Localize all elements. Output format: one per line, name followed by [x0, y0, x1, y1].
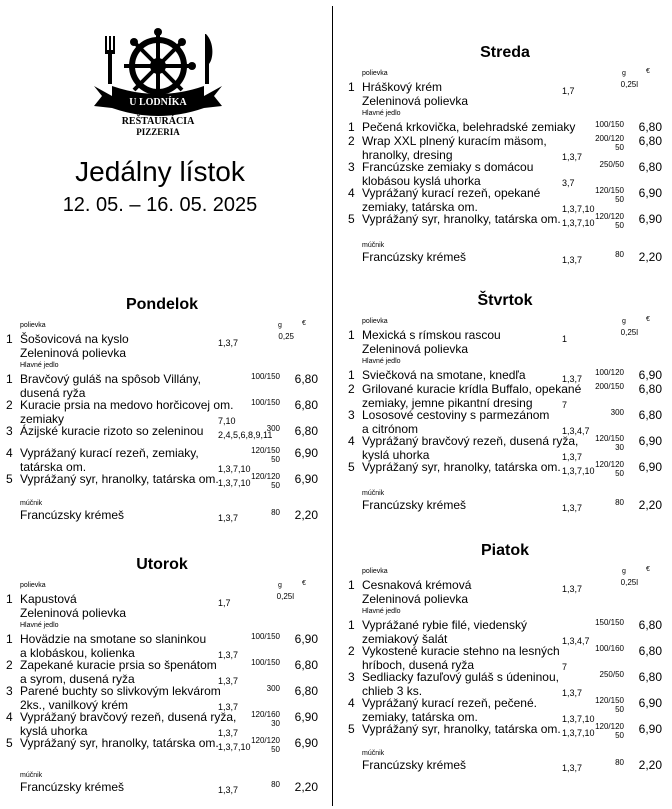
item-allergens: 1,3,7: [218, 785, 239, 795]
soup-item: [348, 328, 662, 358]
main-item: [6, 710, 318, 736]
item-name: Francúzsky krémeš: [20, 508, 125, 522]
item-number: 1: [348, 328, 355, 342]
item-name: Wrap XXL plnený kuracím mäsom,: [362, 134, 547, 148]
item-name: Šošovicová na kyslo: [20, 332, 129, 346]
item-allergens: 1,3,7: [218, 702, 239, 712]
day-name: Utorok: [136, 556, 188, 573]
fork-icon: [105, 36, 115, 84]
header-grams: g: [278, 582, 282, 589]
item-price: 6,90: [638, 212, 662, 226]
item-name: zemiaky, tatárska om.: [362, 710, 478, 724]
item-name: Ázijské kuracie rizoto so zeleninou: [20, 424, 204, 438]
item-allergens: 1,3,7,10: [562, 218, 595, 228]
item-number: 4: [348, 434, 355, 448]
item-weight: 0,25l: [620, 328, 638, 337]
knife-icon: [205, 34, 212, 84]
item-price: 6,80: [294, 424, 318, 438]
item-price: 6,90: [638, 722, 662, 736]
item-name: Vyprážaný syr, hranolky, tatárska om.: [362, 212, 561, 226]
item-number: 3: [6, 684, 13, 698]
item-name: Vyprážaný kurací rezeň, pečené.: [362, 696, 537, 710]
item-allergens: 1,3,7: [218, 650, 239, 660]
section-label-main: Hlavné jedlo: [362, 110, 401, 117]
restaurant-logo: [88, 28, 228, 138]
main-item: [348, 408, 662, 434]
item-price: 2,20: [638, 250, 662, 264]
item-number: 1: [348, 80, 355, 94]
logo-name: U LODNÍKA: [129, 97, 187, 108]
item-price: 6,90: [638, 186, 662, 200]
section-label-soup: polievka: [20, 322, 46, 329]
soup-item: [6, 592, 318, 622]
main-item: [6, 472, 318, 498]
dessert-item: [348, 498, 662, 514]
item-name: Grilované kuracie krídla Buffalo, opekané: [362, 382, 582, 396]
item-weight: 80: [271, 780, 280, 789]
main-item: [6, 446, 318, 472]
item-weight: 0,25l: [276, 592, 294, 601]
section-label-soup: polievka: [362, 318, 388, 325]
item-allergens: 1,3,7,10: [218, 742, 251, 752]
main-item: [348, 618, 662, 644]
main-item: [348, 186, 662, 212]
item-weight: 120/150 50: [595, 186, 624, 204]
item-allergens: 1: [562, 334, 568, 344]
item-weight: 100/160: [595, 644, 624, 653]
item-allergens: 1,3,7,10: [218, 478, 251, 488]
item-weight: 200/120 50: [595, 134, 624, 152]
main-item: [348, 696, 662, 722]
item-number: 1: [6, 332, 13, 346]
item-allergens: 7: [562, 662, 568, 672]
item-number: 2: [6, 658, 13, 672]
item-weight: 100/150: [251, 658, 280, 667]
item-number: 4: [6, 446, 13, 460]
item-name: Sviečková na smotane, knedľa: [362, 368, 526, 382]
item-name: Francúzsky krémeš: [362, 250, 467, 264]
item-price: 6,80: [294, 684, 318, 698]
item-price: 6,90: [638, 460, 662, 474]
item-number: 3: [6, 424, 13, 438]
dessert-item: [6, 508, 318, 524]
item-name: Zeleninová polievka: [362, 592, 469, 606]
item-weight: 120/120 50: [251, 472, 280, 490]
section-label-dessert: múčnik: [362, 242, 385, 249]
header-euro: €: [646, 566, 650, 573]
item-name: Sedliacky fazuľový guláš s údeninou,: [362, 670, 559, 684]
day-name: Pondelok: [125, 296, 198, 313]
item-name: Zapekané kuracie prsia so špenátom: [20, 658, 217, 672]
item-price: 6,80: [294, 372, 318, 386]
item-allergens: 1,3,7: [218, 513, 239, 523]
item-name: Vyprážaný bravčový rezeň, dusená ryža,: [20, 710, 237, 724]
item-name: Zeleninová polievka: [362, 94, 469, 108]
item-weight: 120/150 50: [595, 696, 624, 714]
item-price: 2,20: [294, 508, 318, 522]
item-name: Kapustová: [20, 592, 77, 606]
main-item: [348, 670, 662, 696]
item-price: 6,90: [294, 472, 318, 486]
item-weight: 80: [271, 508, 280, 517]
item-price: 2,20: [638, 758, 662, 772]
item-allergens: 1,3,7,10: [562, 714, 595, 724]
item-name: tatárska om.: [20, 460, 87, 474]
item-weight: 0,25l: [620, 578, 638, 587]
item-number: 3: [348, 670, 355, 684]
main-item: [6, 684, 318, 710]
item-allergens: 1,3,7,10: [562, 204, 595, 214]
item-allergens: 2,4,5,6,8,9,11: [218, 430, 273, 440]
item-allergens: 1,3,7: [562, 152, 583, 162]
item-price: 6,80: [638, 120, 662, 134]
item-allergens: 1,3,7,10: [218, 464, 251, 474]
item-weight: 100/150: [595, 120, 624, 129]
item-allergens: 1,3,7,10: [562, 728, 595, 738]
main-item: [6, 372, 318, 398]
header-euro: €: [302, 580, 306, 587]
item-allergens: 1,3,7: [218, 728, 239, 738]
item-price: 6,80: [638, 644, 662, 658]
section-label-dessert: múčnik: [20, 500, 43, 507]
section-label-soup: polievka: [20, 582, 46, 589]
day-name: Piatok: [480, 542, 529, 559]
soup-item: [348, 578, 662, 608]
main-item: [348, 722, 662, 748]
item-number: 3: [348, 408, 355, 422]
item-allergens: 1,7: [562, 86, 575, 96]
item-name: hríboch, dusená ryža: [362, 658, 475, 672]
item-allergens: 1,3,7: [218, 676, 239, 686]
item-weight: 300: [610, 408, 624, 417]
item-number: 1: [348, 368, 355, 382]
item-weight: 300: [266, 424, 280, 433]
item-name: Bravčový guláš na spôsob Villány,: [20, 372, 201, 386]
item-allergens: 1,3,7: [562, 255, 583, 265]
item-price: 6,80: [294, 658, 318, 672]
main-item: [6, 658, 318, 684]
item-number: 4: [348, 186, 355, 200]
item-name: a syrom, dusená ryža: [20, 672, 135, 686]
item-name: kyslá uhorka: [20, 724, 88, 738]
dessert-item: [348, 758, 662, 774]
section-label-dessert: múčnik: [20, 772, 43, 779]
soup-item: [348, 80, 662, 110]
item-price: 6,80: [638, 382, 662, 396]
item-name: zemiakový šalát: [362, 632, 448, 646]
header-grams: g: [622, 318, 626, 325]
item-weight: 300: [266, 684, 280, 693]
item-name: zemiaky, tatárska om.: [362, 200, 478, 214]
item-weight: 120/150 30: [595, 434, 624, 452]
item-weight: 0,25: [278, 332, 294, 341]
day-name: Streda: [480, 44, 530, 61]
item-number: 5: [6, 472, 13, 486]
header-grams: g: [622, 568, 626, 575]
item-name: klobásou kyslá uhorka: [362, 174, 481, 188]
item-name: Zeleninová polievka: [362, 342, 469, 356]
section-label-main: Hlavné jedlo: [362, 358, 401, 365]
section-label-main: Hlavné jedlo: [362, 608, 401, 615]
item-number: 4: [348, 696, 355, 710]
item-name: Vyprážaný syr, hranolky, tatárska om.: [362, 460, 561, 474]
item-number: 2: [348, 644, 355, 658]
item-name: zemiaky, jemne pikantní dresing: [362, 396, 533, 410]
item-name: Vyprážaný kurací rezeň, opekané: [362, 186, 541, 200]
logo-line-1: REŠTAURÁCIA: [121, 116, 195, 127]
item-name: Vyprážaný kurací rezeň, zemiaky,: [20, 446, 199, 460]
item-number: 1: [6, 372, 13, 386]
item-allergens: 1,3,7: [562, 374, 583, 384]
main-item: [348, 434, 662, 460]
item-weight: 80: [615, 498, 624, 507]
item-name: Zeleninová polievka: [20, 346, 127, 360]
item-number: 1: [348, 120, 355, 134]
item-name: Lososové cestoviny s parmezánom: [362, 408, 550, 422]
item-price: 6,90: [294, 736, 318, 750]
item-allergens: 1,3,4,7: [562, 636, 590, 646]
item-allergens: 1,3,7: [562, 763, 583, 773]
item-name: Parené buchty so slivkovým lekvárom: [20, 684, 221, 698]
main-item: [348, 212, 662, 238]
item-name: zemiaky: [20, 412, 65, 426]
item-name: chlieb 3 ks.: [362, 684, 423, 698]
section-label-main: Hlavné jedlo: [20, 362, 59, 369]
item-number: 2: [348, 382, 355, 396]
item-price: 6,80: [294, 398, 318, 412]
main-item: [348, 160, 662, 186]
item-number: 1: [348, 578, 355, 592]
item-weight: 100/150: [251, 632, 280, 641]
item-name: Kuracie prsia na medovo horčicovej om.: [20, 398, 234, 412]
item-allergens: 1,3,4,7: [562, 426, 590, 436]
item-name: Pečená krkovička, belehradské zemiaky: [362, 120, 576, 134]
item-weight: 0,25l: [620, 80, 638, 89]
item-name: Hovädzie na smotane so slaninkou: [20, 632, 207, 646]
item-allergens: 1,3,7: [562, 452, 583, 462]
item-price: 6,90: [294, 710, 318, 724]
item-name: Francúzsky krémeš: [20, 780, 125, 794]
item-number: 5: [348, 212, 355, 226]
item-price: 6,90: [294, 446, 318, 460]
day-menu: [348, 542, 662, 792]
item-allergens: 1,3,7,10: [562, 466, 595, 476]
item-weight: 120/160 30: [251, 710, 280, 728]
item-price: 6,90: [294, 632, 318, 646]
item-weight: 120/120 50: [595, 212, 624, 230]
dessert-item: [6, 780, 318, 796]
item-price: 2,20: [294, 780, 318, 794]
date-range: 12. 05. – 16. 05. 2025: [62, 194, 258, 216]
header-euro: €: [302, 320, 306, 327]
item-name: Cesnaková krémová: [362, 578, 472, 592]
item-name: 2ks., vanilkový krém: [20, 698, 129, 712]
item-allergens: 1,3,7: [562, 688, 583, 698]
day-menu: [348, 44, 662, 294]
item-number: 4: [6, 710, 13, 724]
main-item: [6, 632, 318, 658]
item-name: Vyprážaný bravčový rezeň, dusená ryža,: [362, 434, 579, 448]
item-weight: 120/120 50: [251, 736, 280, 754]
item-price: 2,20: [638, 498, 662, 512]
item-name: Zeleninová polievka: [20, 606, 127, 620]
item-number: 5: [6, 736, 13, 750]
item-weight: 80: [615, 758, 624, 767]
main-item: [6, 398, 318, 424]
main-item: [348, 134, 662, 160]
item-name: Hráškový krém: [362, 80, 443, 94]
item-name: Francúzsky krémeš: [362, 498, 467, 512]
item-name: dusená ryža: [20, 386, 86, 400]
day-menu: [348, 292, 662, 542]
item-allergens: 1,3,7: [562, 584, 583, 594]
item-weight: 100/150: [251, 398, 280, 407]
item-weight: 200/150: [595, 382, 624, 391]
item-number: 5: [348, 460, 355, 474]
item-allergens: 1,7: [218, 598, 231, 608]
item-weight: 120/120 50: [595, 460, 624, 478]
item-allergens: 3,7: [562, 178, 575, 188]
item-name: Vyprážaný syr, hranolky, tatárska om.: [20, 736, 219, 750]
section-label-dessert: múčnik: [362, 750, 385, 757]
section-label-soup: polievka: [362, 568, 388, 575]
item-allergens: 1,3,7: [562, 503, 583, 513]
main-item: [6, 736, 318, 762]
item-price: 6,80: [638, 134, 662, 148]
item-number: 2: [6, 398, 13, 412]
item-price: 6,90: [638, 434, 662, 448]
page-title: Jedálny lístok: [75, 156, 245, 187]
header-euro: €: [646, 316, 650, 323]
item-weight: 120/150 50: [251, 446, 280, 464]
item-name: Vyprážaný syr, hranolky, tatárska om.: [20, 472, 219, 486]
main-item: [348, 382, 662, 408]
item-number: 3: [348, 160, 355, 174]
item-price: 6,90: [638, 368, 662, 382]
header-euro: €: [646, 68, 650, 75]
item-name: Francúzske zemiaky s domácou: [362, 160, 534, 174]
item-number: 1: [6, 592, 13, 606]
item-name: Francúzsky krémeš: [362, 758, 467, 772]
item-number: 1: [6, 632, 13, 646]
item-price: 6,80: [638, 618, 662, 632]
day-name: Štvrtok: [477, 292, 533, 309]
item-name: kyslá uhorka: [362, 448, 430, 462]
item-price: 6,80: [638, 670, 662, 684]
day-menu: [6, 296, 318, 546]
item-name: Vyprážané rybie filé, viedenský: [362, 618, 527, 632]
item-allergens: 7,10: [218, 416, 236, 426]
header-grams: g: [622, 70, 626, 77]
section-label-main: Hlavné jedlo: [20, 622, 59, 629]
item-price: 6,80: [638, 408, 662, 422]
item-price: 6,80: [638, 160, 662, 174]
dessert-item: [348, 250, 662, 266]
item-weight: 250/50: [599, 160, 624, 169]
item-price: 6,90: [638, 696, 662, 710]
item-weight: 120/120 50: [595, 722, 624, 740]
section-label-dessert: múčnik: [362, 490, 385, 497]
section-label-soup: polievka: [362, 70, 388, 77]
item-name: a klobáskou, kolienka: [20, 646, 135, 660]
item-allergens: 7: [562, 400, 568, 410]
logo-line-2: PIZZERIA: [136, 127, 180, 137]
item-weight: 150/150: [595, 618, 624, 627]
item-number: 5: [348, 722, 355, 736]
header-grams: g: [278, 322, 282, 329]
main-item: [348, 644, 662, 670]
ship-wheel-icon: [124, 28, 196, 100]
item-number: 2: [348, 134, 355, 148]
item-weight: 100/150: [251, 372, 280, 381]
item-number: 1: [348, 618, 355, 632]
main-item: [348, 460, 662, 486]
item-name: Vyprážaný syr, hranolky, tatárska om.: [362, 722, 561, 736]
item-name: Vykostené kuracie stehno na lesných: [362, 644, 560, 658]
item-name: hranolky, dresing: [362, 148, 453, 162]
item-name: a citrónom: [362, 422, 419, 436]
item-allergens: 1,3,7: [218, 338, 239, 348]
item-weight: 250/50: [599, 670, 624, 679]
day-menu: [6, 556, 318, 806]
soup-item: [6, 332, 318, 362]
item-weight: 100/120: [595, 368, 624, 377]
item-weight: 80: [615, 250, 624, 259]
column-divider: [332, 6, 333, 806]
item-name: Mexická s rímskou rascou: [362, 328, 501, 342]
